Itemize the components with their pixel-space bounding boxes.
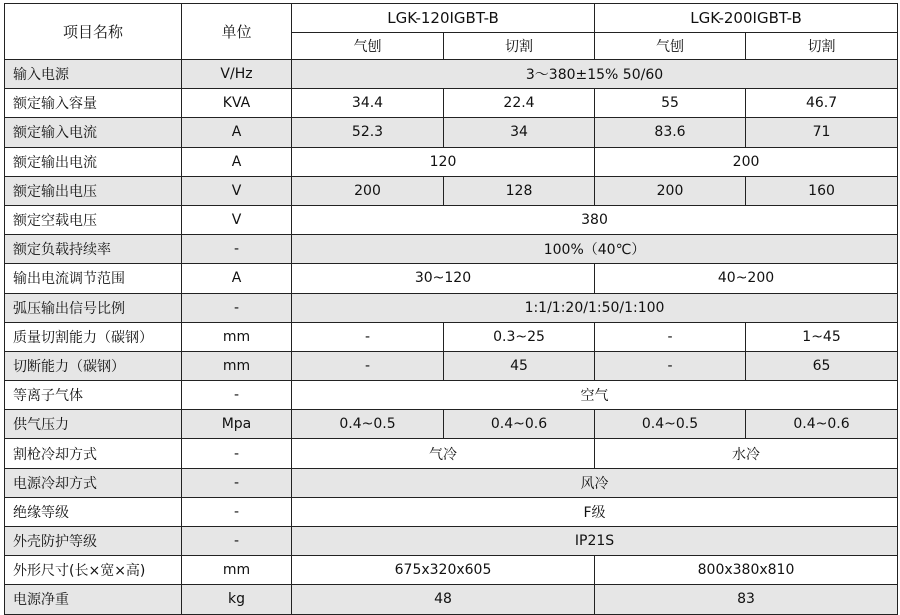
value-cell-m2-gouging: 0.4~0.5	[595, 410, 746, 439]
row-unit-cell: A	[182, 147, 292, 176]
row-unit-cell: -	[182, 468, 292, 497]
header-m1-gouging: 气刨	[292, 33, 444, 60]
value-cell-all-models: F级	[292, 497, 898, 526]
row-unit-cell: -	[182, 527, 292, 556]
header-m2-gouging: 气刨	[595, 33, 746, 60]
row-unit-cell: KVA	[182, 89, 292, 118]
value-cell-m2-cutting: 46.7	[746, 89, 898, 118]
table-row	[5, 264, 898, 293]
value-cell-m1-gouging: -	[292, 322, 444, 351]
value-cell-m1-gouging: 200	[292, 176, 444, 205]
value-cell-all-models: 风冷	[292, 468, 898, 497]
row-unit-cell: Mpa	[182, 410, 292, 439]
table-row	[5, 497, 898, 526]
table-row	[5, 118, 898, 147]
row-unit-cell: V/Hz	[182, 60, 292, 89]
value-cell-m1-gouging: 0.4~0.5	[292, 410, 444, 439]
value-cell-m2-cutting: 1~45	[746, 322, 898, 351]
value-cell-model-2: 83	[595, 585, 898, 614]
value-cell-all-models: 1:1/1:20/1:50/1:100	[292, 293, 898, 322]
value-cell-model-1: 30~120	[292, 264, 595, 293]
value-cell-all-models: 3～380±15% 50/60	[292, 60, 898, 89]
value-cell-m2-gouging: -	[595, 351, 746, 380]
table-row	[5, 176, 898, 205]
value-cell-m1-cutting: 45	[444, 351, 595, 380]
row-unit-cell: mm	[182, 322, 292, 351]
table-row	[5, 556, 898, 585]
value-cell-m1-cutting: 22.4	[444, 89, 595, 118]
value-cell-model-2: 800x380x810	[595, 556, 898, 585]
value-cell-m2-cutting: 65	[746, 351, 898, 380]
row-name-cell: 额定输入电流	[5, 118, 182, 147]
header-m2-cutting: 切割	[746, 33, 898, 60]
table-row	[5, 322, 898, 351]
row-unit-cell: -	[182, 497, 292, 526]
value-cell-all-models: IP21S	[292, 527, 898, 556]
table-row	[5, 381, 898, 410]
table-row	[5, 293, 898, 322]
value-cell-m1-cutting: 0.3~25	[444, 322, 595, 351]
value-cell-model-1: 48	[292, 585, 595, 614]
table-row	[5, 468, 898, 497]
value-cell-all-models: 100%（40℃）	[292, 235, 898, 264]
value-cell-m2-cutting: 160	[746, 176, 898, 205]
table-row	[5, 89, 898, 118]
value-cell-m1-gouging: 34.4	[292, 89, 444, 118]
row-unit-cell: -	[182, 439, 292, 468]
table-row	[5, 410, 898, 439]
table-row	[5, 235, 898, 264]
header-model-1: LGK-120IGBT-B	[292, 4, 595, 33]
value-cell-m1-cutting: 34	[444, 118, 595, 147]
spec-table	[4, 3, 898, 615]
row-unit-cell: mm	[182, 556, 292, 585]
row-name-cell: 外壳防护等级	[5, 527, 182, 556]
row-name-cell: 质量切割能力（碳钢）	[5, 322, 182, 351]
row-name-cell: 额定输出电压	[5, 176, 182, 205]
row-unit-cell: -	[182, 381, 292, 410]
row-name-cell: 输出电流调节范围	[5, 264, 182, 293]
table-row	[5, 60, 898, 89]
row-unit-cell: -	[182, 293, 292, 322]
header-m1-cutting: 切割	[444, 33, 595, 60]
row-unit-cell: V	[182, 205, 292, 234]
table-row	[5, 147, 898, 176]
table-row	[5, 205, 898, 234]
value-cell-m1-gouging: -	[292, 351, 444, 380]
value-cell-m2-cutting: 0.4~0.6	[746, 410, 898, 439]
value-cell-m2-gouging: 200	[595, 176, 746, 205]
value-cell-all-models: 空气	[292, 381, 898, 410]
row-unit-cell: mm	[182, 351, 292, 380]
value-cell-model-1: 675x320x605	[292, 556, 595, 585]
table-row	[5, 351, 898, 380]
value-cell-all-models: 380	[292, 205, 898, 234]
row-name-cell: 额定输入容量	[5, 89, 182, 118]
row-name-cell: 绝缘等级	[5, 497, 182, 526]
row-name-cell: 弧压输出信号比例	[5, 293, 182, 322]
row-name-cell: 外形尺寸(长×宽×高)	[5, 556, 182, 585]
table-row	[5, 527, 898, 556]
header-model-2: LGK-200IGBT-B	[595, 4, 898, 33]
row-unit-cell: V	[182, 176, 292, 205]
row-name-cell: 电源冷却方式	[5, 468, 182, 497]
row-unit-cell: kg	[182, 585, 292, 614]
value-cell-m1-gouging: 52.3	[292, 118, 444, 147]
value-cell-m2-gouging: 55	[595, 89, 746, 118]
row-name-cell: 供气压力	[5, 410, 182, 439]
value-cell-model-2: 40~200	[595, 264, 898, 293]
table-row	[5, 585, 898, 614]
table-row	[5, 439, 898, 468]
value-cell-model-2: 200	[595, 147, 898, 176]
row-name-cell: 割枪冷却方式	[5, 439, 182, 468]
value-cell-m1-cutting: 128	[444, 176, 595, 205]
row-unit-cell: A	[182, 118, 292, 147]
row-name-cell: 电源净重	[5, 585, 182, 614]
value-cell-model-1: 气冷	[292, 439, 595, 468]
header-row	[5, 4, 898, 33]
value-cell-m2-gouging: 83.6	[595, 118, 746, 147]
value-cell-model-2: 水冷	[595, 439, 898, 468]
row-unit-cell: -	[182, 235, 292, 264]
row-name-cell: 输入电源	[5, 60, 182, 89]
value-cell-m2-cutting: 71	[746, 118, 898, 147]
header-unit: 单位	[182, 4, 292, 60]
row-name-cell: 额定空载电压	[5, 205, 182, 234]
row-name-cell: 额定输出电流	[5, 147, 182, 176]
value-cell-m2-gouging: -	[595, 322, 746, 351]
header-item: 项目名称	[5, 4, 182, 60]
value-cell-model-1: 120	[292, 147, 595, 176]
row-name-cell: 额定负载持续率	[5, 235, 182, 264]
row-unit-cell: A	[182, 264, 292, 293]
row-name-cell: 切断能力（碳钢）	[5, 351, 182, 380]
value-cell-m1-cutting: 0.4~0.6	[444, 410, 595, 439]
row-name-cell: 等离子气体	[5, 381, 182, 410]
